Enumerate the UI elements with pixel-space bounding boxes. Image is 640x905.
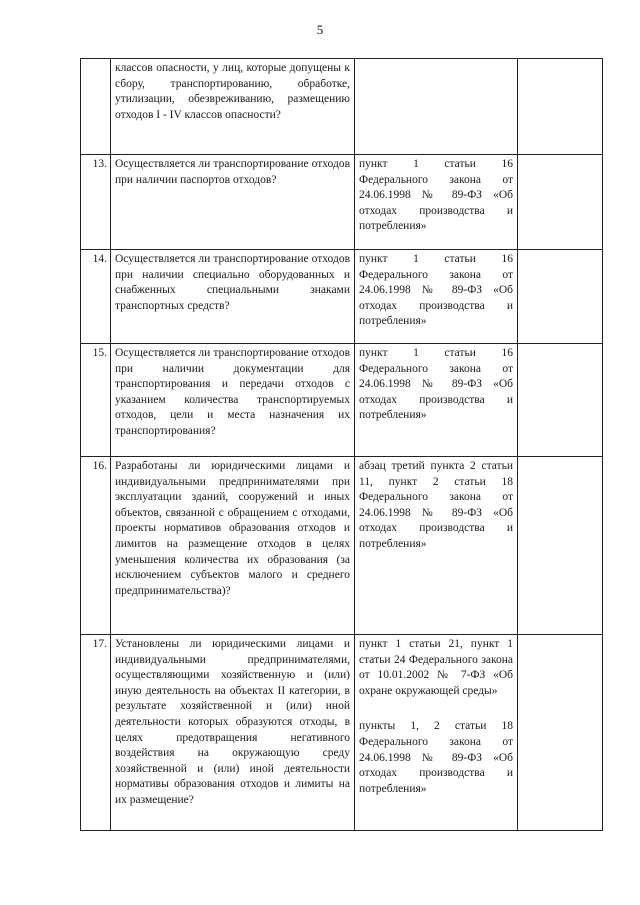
question-cell: Установлены ли юридическими лицами и индивидуальными предпринимателями, осуществляющими хозяйственную и (или) иную деятельность на объектах II категории, в результате хозяйственной и (или) иной деятельности которых образуются отходы, в целях предотвращения негативного воздействия на окружающую среду хозяйственной и (или) иной деятельности нормативы образования отходов и лимиты на их размещение? <box>111 635 355 831</box>
legal-reference-cell <box>355 59 518 155</box>
answer-cell <box>518 155 603 250</box>
legal-reference: пункт 1 статьи 21, пункт 1 статьи 24 Федерального закона от 10.01.2002 № 7-ФЗ «Об охране окружающей среды» <box>359 638 513 697</box>
answer-cell <box>518 635 603 831</box>
legal-reference-cell <box>355 344 518 457</box>
row-number: 16. <box>81 457 111 635</box>
answer-cell <box>518 250 603 344</box>
page-number: 5 <box>316 22 324 37</box>
row-number: 14. <box>81 250 111 344</box>
answer-cell <box>518 344 603 457</box>
legal-reference-cell <box>355 155 518 250</box>
question-cell: Осуществляется ли транспортирование отходов при наличии документации для транспортирования и передачи отходов с указанием количества транспортируемых отходов, цели и места назначения их транспортирования? <box>111 344 355 457</box>
row-number: 13. <box>81 155 111 250</box>
table-row <box>81 344 603 457</box>
legal-reference: пункт 1 статьи 16 Федерального закона от 24.06.1998 № 89-ФЗ «Об отходах производства и потребления» <box>359 158 513 233</box>
row-number: 15. <box>81 344 111 457</box>
legal-reference-cell <box>355 250 518 344</box>
answer-cell <box>518 457 603 635</box>
table-row <box>81 457 603 635</box>
legal-reference: пункт 1 статьи 16 Федерального закона от 24.06.1998 № 89-ФЗ «Об отходах производства и потребления» <box>359 253 513 328</box>
legal-reference: абзац третий пункта 2 статьи 11, пункт 2 статьи 18 Федерального закона от 24.06.1998 № 89-ФЗ «Об отходах производства и потребления» <box>359 460 513 550</box>
question-cell: Осуществляется ли транспортирование отходов при наличии специально оборудованных и снабженных специальными знаками транспортных средств? <box>111 250 355 344</box>
table-row <box>81 155 603 250</box>
table-row <box>81 635 603 831</box>
question-cell: классов опасности, у лиц, которые допущены к сбору, транспортированию, обработке, утилизации, обезвреживанию, размещению отходов I - IV классов опасности? <box>111 59 355 155</box>
row-number <box>81 59 111 155</box>
question-cell: Разработаны ли юридическими лицами и индивидуальными предпринимателями при эксплуатации зданий, сооружений и иных объектов, связанной с обращением с отходами, проекты нормативов образования отходов и лимитов на размещение отходов в целях уменьшения количества их образования (за исключением субъектов малого и среднего предпринимательства)? <box>111 457 355 635</box>
legal-reference-cell <box>355 635 518 831</box>
answer-cell <box>518 59 603 155</box>
table-row <box>81 59 603 155</box>
legal-reference: пункты 1, 2 статьи 18 Федерального закона от 24.06.1998 № 89-ФЗ «Об отходах производства и потребления» <box>359 720 513 795</box>
checklist-table <box>80 58 603 831</box>
row-number: 17. <box>81 635 111 831</box>
table-row <box>81 250 603 344</box>
legal-reference-cell <box>355 457 518 635</box>
legal-reference: пункт 1 статьи 16 Федерального закона от 24.06.1998 № 89-ФЗ «Об отходах производства и потребления» <box>359 347 513 422</box>
question-cell: Осуществляется ли транспортирование отходов при наличии паспортов отходов? <box>111 155 355 250</box>
